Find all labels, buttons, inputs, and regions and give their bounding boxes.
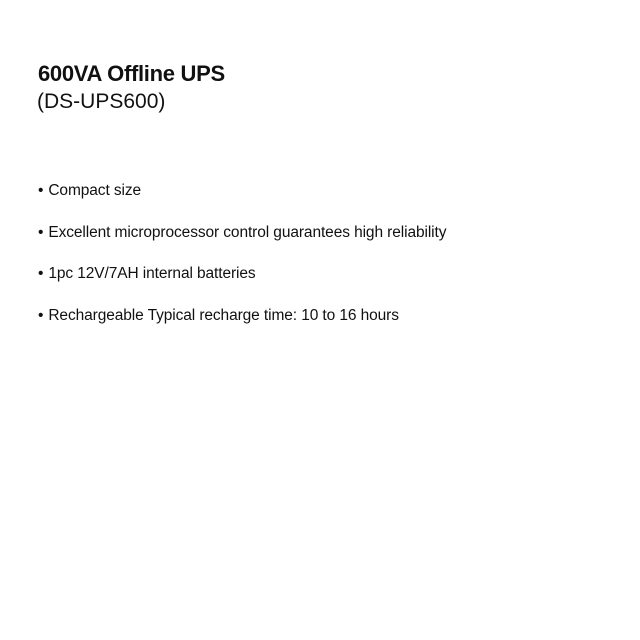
bullet-icon: • [38,182,44,199]
feature-list [38,181,446,348]
product-title: 600VA Offline UPS [38,61,225,86]
product-model: (DS-UPS600) [37,90,166,113]
bullet-icon: • [38,307,44,325]
feature-item [38,306,446,348]
bullet-icon: • [38,223,44,241]
bullet-icon: • [38,265,44,283]
feature-item [38,181,446,223]
feature-item [38,264,446,306]
feature-item [38,223,446,265]
feature-text: Compact size [48,182,142,199]
feature-text: 1pc 12V/7AH internal batteries [48,265,256,283]
feature-text: Excellent microprocessor control guarantees high reliability [48,223,447,241]
feature-text: Rechargeable Typical recharge time: 10 to 16 hours [48,307,399,325]
